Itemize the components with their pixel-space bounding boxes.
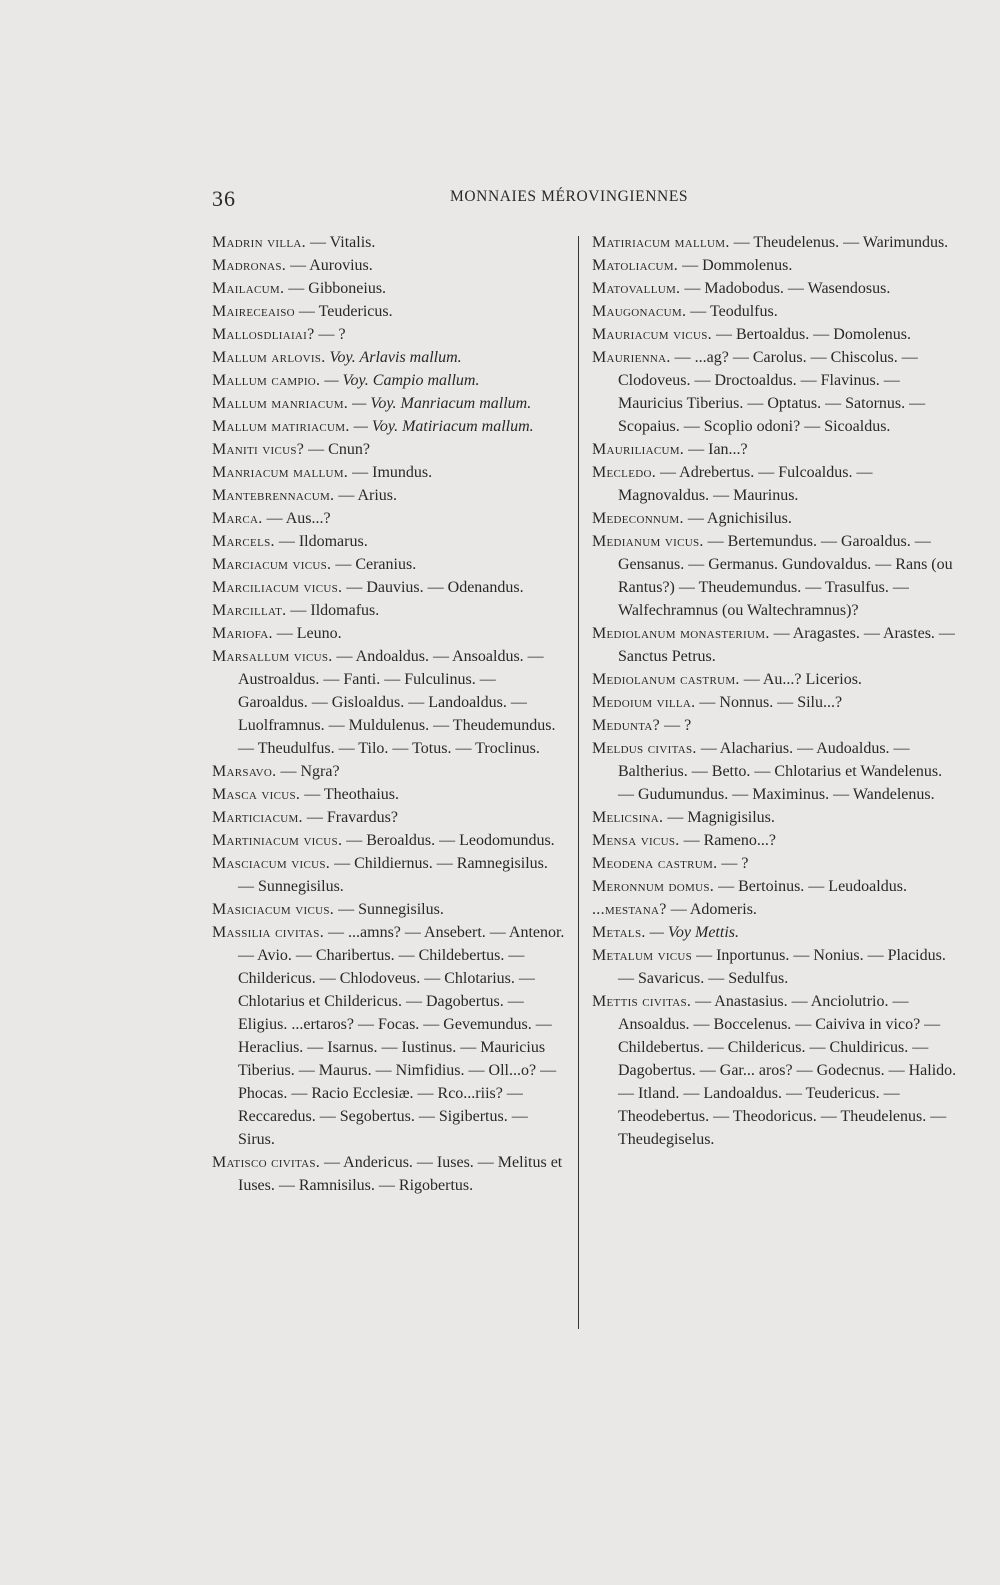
index-entry	[212, 599, 567, 622]
entry-names: — Voy. Manriacum mallum.	[348, 395, 532, 412]
entry-headword: Maniti vicus?	[212, 441, 305, 458]
index-entry	[212, 806, 567, 829]
index-entry	[212, 369, 567, 392]
page-number: 36	[212, 186, 236, 211]
entry-names: — Adomeris.	[666, 901, 757, 918]
entry-names: — ?	[660, 717, 692, 734]
entry-names: — Leuno.	[272, 625, 342, 642]
entry-headword: Mailacum.	[212, 280, 285, 297]
entry-headword: Mauriacum vicus.	[592, 326, 712, 343]
running-head: MONNAIES MÉROVINGIENNES	[450, 188, 689, 205]
index-entry	[212, 852, 567, 898]
entry-names: — ...ag? — Carolus. — Chiscolus. — Clodoveus. — Droctoaldus. — Flavinus. — Mauricius Tiberius. — Optatus. — Satornus. — Scopaius. — Scoplio odoni? — Sicoaldus.	[618, 349, 926, 435]
entry-headword: Madrin villa.	[212, 234, 306, 251]
entry-headword: Maurienna.	[592, 349, 671, 366]
entry-headword: ...mestana?	[592, 901, 667, 918]
index-entry	[212, 576, 567, 599]
entry-headword: Martiniacum vicus.	[212, 832, 343, 849]
index-entry	[212, 300, 567, 323]
entry-headword: Masciacum vicus.	[212, 855, 331, 872]
index-entry	[212, 438, 567, 461]
index-entry	[212, 346, 567, 369]
entry-headword: Medoium villa.	[592, 694, 696, 711]
index-entry	[592, 277, 957, 300]
entry-names: — Rameno...?	[679, 832, 776, 849]
entry-names: — Fravardus?	[302, 809, 398, 826]
entry-headword: Maugonacum.	[592, 303, 687, 320]
entry-headword: Marcels.	[212, 533, 275, 550]
index-entry	[592, 668, 957, 691]
entry-headword: Mecledo.	[592, 464, 657, 481]
index-entry	[592, 323, 957, 346]
entry-headword: Mallum arlovis.	[212, 349, 326, 366]
entry-headword: Mediolanum monasterium.	[592, 625, 770, 642]
index-entry	[592, 438, 957, 461]
entry-names: Voy. Arlavis mallum.	[325, 349, 462, 366]
entry-headword: Matoliacum.	[592, 257, 679, 274]
entry-headword: Mariofa.	[212, 625, 273, 642]
index-entry	[212, 783, 567, 806]
entry-headword: Mallum campio.	[212, 372, 321, 389]
entry-names: — ?	[314, 326, 346, 343]
index-entry	[212, 645, 567, 760]
index-entry	[212, 323, 567, 346]
index-entry	[592, 231, 957, 254]
entry-names: — Voy. Matiriacum mallum.	[349, 418, 534, 435]
entry-headword: Masca vicus.	[212, 786, 301, 803]
entry-names: — Teodulfus.	[686, 303, 778, 320]
entry-headword: Madronas.	[212, 257, 287, 274]
entry-headword: Meronnum domus.	[592, 878, 715, 895]
entry-names: — Gibboneius.	[284, 280, 387, 297]
index-entry	[212, 622, 567, 645]
entry-names: — Vitalis.	[305, 234, 376, 251]
entry-headword: Marcillat.	[212, 602, 287, 619]
entry-headword: Medunta?	[592, 717, 661, 734]
index-entry	[212, 231, 567, 254]
index-entry	[212, 392, 567, 415]
entry-headword: Meldus civitas.	[592, 740, 697, 757]
entry-headword: Marsallum vicus.	[212, 648, 333, 665]
index-entry	[212, 461, 567, 484]
entry-names: — Madobodus. — Wasendosus.	[680, 280, 891, 297]
index-entry	[212, 277, 567, 300]
index-entry	[212, 415, 567, 438]
entry-headword: Medeconnum.	[592, 510, 684, 527]
index-entry	[212, 553, 567, 576]
entry-headword: Matiriacum mallum.	[592, 234, 730, 251]
index-entry	[592, 852, 957, 875]
entry-headword: Manriacum mallum.	[212, 464, 349, 481]
index-entry	[592, 921, 957, 944]
entry-names: — Bertoinus. — Leudoaldus.	[714, 878, 907, 895]
index-entry	[592, 990, 957, 1151]
index-entry	[212, 484, 567, 507]
index-entry	[592, 944, 957, 990]
entry-names: — Ceranius.	[331, 556, 417, 573]
index-entry	[592, 714, 957, 737]
entry-names: — Aragastes. — Arastes. — Sanctus Petrus.	[618, 625, 955, 665]
entry-names: — ?	[717, 855, 749, 872]
index-entry	[212, 507, 567, 530]
entry-names: — Childiernus. — Ramnegisilus. — Sunnegisilus.	[238, 855, 548, 895]
entry-headword: Matovallum.	[592, 280, 681, 297]
entry-names: — Imundus.	[348, 464, 433, 481]
entry-names: — Beroaldus. — Leodomundus.	[342, 832, 555, 849]
entry-headword: Maireceaiso	[212, 303, 295, 320]
index-entry	[592, 254, 957, 277]
entry-names: — Cnun?	[304, 441, 370, 458]
entry-names: — Au...? Licerios.	[739, 671, 862, 688]
entry-names: — ...amns? — Ansebert. — Antenor. — Avio. — Charibertus. — Childebertus. — Childericus. — Chlodoveus. — Chlotarius. — Chlotarius et Childericus. — Dagobertus. — Eligius. ...ertaros? — Focas. — Gevemundus. — Heraclius. — Isarnus. — Iustinus. — Mauricius Tiberius. — Maurus. — Nimfidius. — Oll...o? — Phocas. — Racio Ecclesiæ. — Rco...riis? — Reccaredus. — Segobertus. — Sigibertus. — Sirus.	[238, 924, 565, 1148]
entry-names: — Ngra?	[276, 763, 340, 780]
entry-names: — Dauvius. — Odenandus.	[342, 579, 524, 596]
entry-headword: Medianum vicus.	[592, 533, 704, 550]
entry-names: — Ildomafus.	[286, 602, 380, 619]
entry-names: — Aurovius.	[286, 257, 373, 274]
entry-headword: Matisco civitas.	[212, 1154, 321, 1171]
left-column	[212, 231, 567, 1197]
index-entry	[212, 530, 567, 553]
entry-names: — Adrebertus. — Fulcoaldus. — Magnovaldus. — Maurinus.	[618, 464, 873, 504]
entry-names: — Dommolenus.	[678, 257, 793, 274]
entry-names: — Theothaius.	[300, 786, 399, 803]
entry-names: — Andericus. — Iuses. — Melitus et Iuses. — Ramnisilus. — Rigobertus.	[238, 1154, 563, 1194]
entry-headword: Mediolanum castrum.	[592, 671, 740, 688]
index-entry	[592, 346, 957, 438]
entry-headword: Mallum manriacum.	[212, 395, 349, 412]
index-entry	[212, 829, 567, 852]
entry-headword: Mettis civitas.	[592, 993, 692, 1010]
entry-headword: Metals.	[592, 924, 646, 941]
entry-headword: Mensa vicus.	[592, 832, 680, 849]
index-entry	[592, 829, 957, 852]
entry-headword: Mantebrennacum.	[212, 487, 335, 504]
entry-headword: Marsavo.	[212, 763, 277, 780]
entry-headword: Marciliacum vicus.	[212, 579, 343, 596]
index-entry	[592, 300, 957, 323]
entry-names: — Arius.	[334, 487, 398, 504]
entry-headword: Mauriliacum.	[592, 441, 685, 458]
entry-names: — Alacharius. — Audoaldus. — Baltherius. — Betto. — Chlotarius et Wandelenus. — Gudumundus. — Maximinus. — Wandelenus.	[618, 740, 943, 803]
entry-names: — Teudericus.	[294, 303, 393, 320]
entry-headword: Masiciacum vicus.	[212, 901, 335, 918]
entry-names: — Theudelenus. — Warimundus.	[729, 234, 949, 251]
index-entry	[592, 806, 957, 829]
entry-headword: Massilia civitas.	[212, 924, 325, 941]
entry-headword: Marca.	[212, 510, 263, 527]
entry-names: — Andoaldus. — Ansoaldus. — Austroaldus. — Fanti. — Fulculinus. — Garoaldus. — Gisloaldus. — Landoaldus. — Luolframnus. — Muldulenus. — Theudemundus. — Theudulfus. — Tilo. — Totus. — Troclinus.	[238, 648, 556, 757]
index-entry	[592, 507, 957, 530]
entry-names: — Voy Mettis.	[645, 924, 739, 941]
index-entry	[212, 898, 567, 921]
entry-names: — Anastasius. — Anciolutrio. — Ansoaldus. — Boccelenus. — Caiviva in vico? — Childebertus. — Childericus. — Chuldiricus. — Dagobertus. — Gar... aros? — Godecnus. — Halido. — Itland. — Landoaldus. — Teudericus. — Theodebertus. — Theodoricus. — Theudelenus. — Theudegiselus.	[618, 993, 957, 1148]
entry-names: — Voy. Campio mallum.	[320, 372, 480, 389]
entry-headword: Marciacum vicus.	[212, 556, 332, 573]
entry-headword: Mallum matiriacum.	[212, 418, 350, 435]
entry-headword: Marticiacum.	[212, 809, 303, 826]
entry-names: — Ian...?	[684, 441, 748, 458]
column-divider	[578, 236, 579, 1329]
entry-names: — Agnichisilus.	[683, 510, 792, 527]
entry-names: — Inportunus. — Nonius. — Placidus. — Savaricus. — Sedulfus.	[618, 947, 946, 987]
entry-names: — Sunnegisilus.	[334, 901, 444, 918]
index-entry	[592, 691, 957, 714]
index-entry	[212, 1151, 567, 1197]
entry-names: — Aus...?	[262, 510, 331, 527]
entry-headword: Mallosdliaiai?	[212, 326, 315, 343]
index-entry	[592, 461, 957, 507]
index-entry	[592, 737, 957, 806]
right-column	[592, 231, 957, 1151]
index-entry	[212, 254, 567, 277]
index-entry	[212, 760, 567, 783]
entry-names: — Magnigisilus.	[663, 809, 775, 826]
entry-names: — Nonnus. — Silu...?	[695, 694, 843, 711]
index-entry	[212, 921, 567, 1151]
entry-names: — Bertoaldus. — Domolenus.	[711, 326, 912, 343]
index-entry	[592, 530, 957, 622]
entry-names: — Ildomarus.	[274, 533, 368, 550]
index-entry	[592, 875, 957, 898]
entry-headword: Melicsina.	[592, 809, 664, 826]
entry-headword: Meodena castrum.	[592, 855, 718, 872]
entry-headword: Metalum vicus	[592, 947, 693, 964]
index-entry	[592, 622, 957, 668]
index-entry	[592, 898, 957, 921]
entry-names: — Bertemundus. — Garoaldus. — Gensanus. — Germanus. Gundovaldus. — Rans (ou Rantus?) — Theudemundus. — Trasulfus. — Walfechramnus (ou Waltechramnus)?	[618, 533, 953, 619]
